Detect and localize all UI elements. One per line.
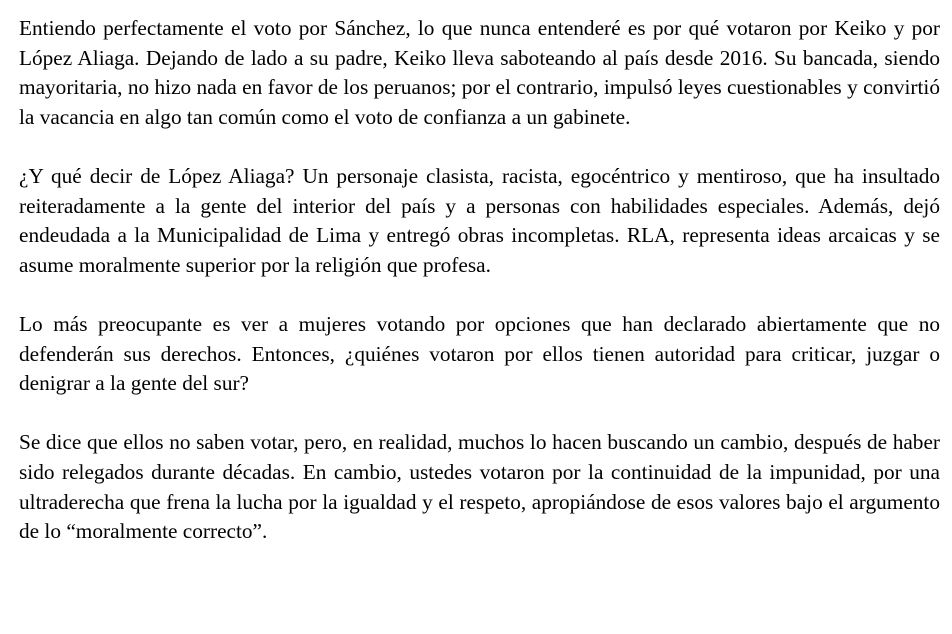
- paragraph-3: Lo más preocupante es ver a mujeres votando por opciones que han declarado abiertamente que no defenderán sus derechos. Entonces, ¿quiénes votaron por ellos tienen autoridad para criticar, juzgar o denigrar a la gente del sur?: [19, 311, 940, 396]
- paragraph-4: Se dice que ellos no saben votar, pero, en realidad, muchos lo hacen buscando un cambio, después de haber sido relegados durante décadas. En cambio, ustedes votaron por la continuidad de la impunidad, por una ultraderecha que frena la lucha por la igualdad y el respeto, apropiándose de esos valores bajo el argumento de lo “moralmente correcto”.: [19, 430, 940, 544]
- paragraph-1: Entiendo perfectamente el voto por Sánchez, lo que nunca entenderé es por qué votaron por Keiko y por López Aliaga. Dejando de lado a su padre, Keiko lleva saboteando al país desde 2016. Su bancada, siendo mayoritaria, no hizo nada en favor de los peruanos; por el contrario, impulsó leyes cuestionables y convirtió la vacancia en algo tan común como el voto de confianza a un gabinete.: [19, 16, 940, 129]
- paragraph-2: ¿Y qué decir de López Aliaga? Un personaje clasista, racista, egocéntrico y mentiroso, que ha insultado reiteradamente a la gente del interior del país y a personas con habilidades especiales. Además, dejó endeudada a la Municipalidad de Lima y entregó obras incompletas. RLA, representa ideas arcaicas y se asume moralmente superior por la religión que profesa.: [19, 163, 940, 277]
